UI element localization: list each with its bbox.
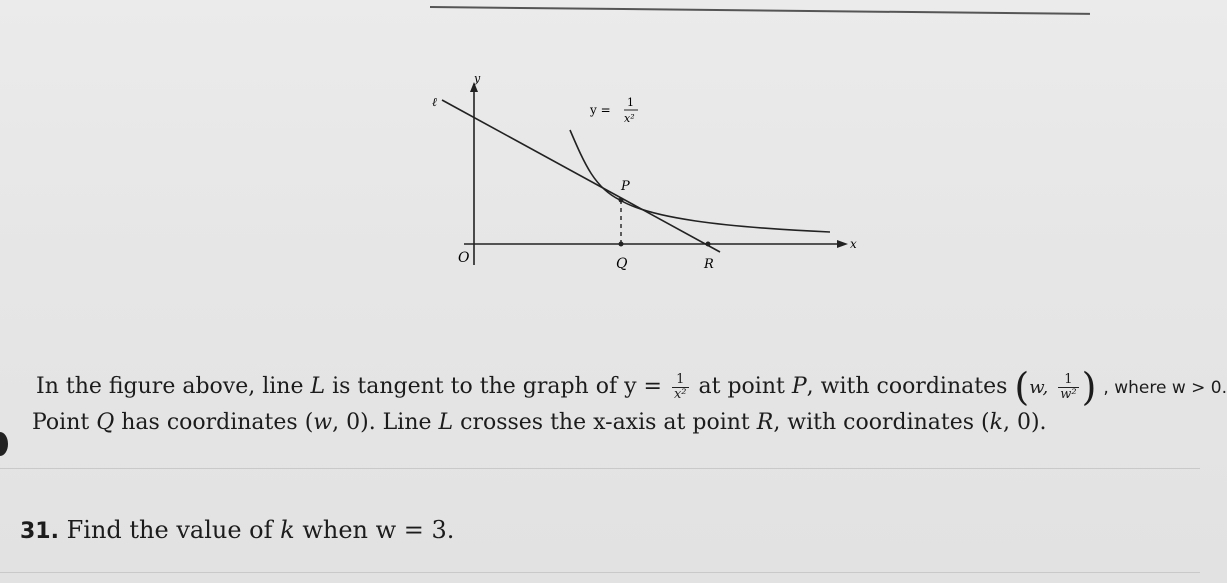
x-axis-label: x — [850, 237, 857, 251]
point-p-dot — [619, 198, 624, 203]
point-q-label: Q — [616, 256, 628, 272]
faint-rule — [0, 572, 1200, 573]
point-q-dot — [619, 242, 624, 247]
problem-line-2: Point Q has coordinates (w, 0). Line L crosses the x-axis at point R, with coordinates (k, 0). — [32, 410, 1047, 435]
x-axis-arrow — [837, 240, 848, 248]
tangent-figure — [420, 70, 860, 290]
point-r-label: R — [704, 257, 714, 272]
curve-eq-den: x² — [624, 112, 635, 125]
question-31: 31. Find the value of k when w = 3. — [20, 516, 455, 544]
paper-edge-line — [430, 6, 1090, 15]
point-p-label: P — [621, 179, 630, 194]
curve-eq-prefix: y = — [590, 103, 611, 117]
fraction-1-over-w2: $\frac{1}{\text{w²}}$ — [1060, 371, 1077, 402]
question-number: 31. — [20, 519, 59, 544]
faint-rule — [0, 468, 1200, 469]
fraction-1-over-x2: $\frac{1}{\text{x²}}$ — [673, 371, 687, 402]
point-r-dot — [706, 242, 711, 247]
y-axis-label: y — [474, 72, 481, 85]
problem-line-1: In the figure above, line L is tangent to the graph of y = $\frac{1}{\text{x²}}$ at point P, with coordinates (w, $\frac{1}{\text{w²}}$ ) , where w > 0. — [36, 365, 1227, 409]
tangent-line-l — [442, 100, 720, 252]
margin-mark — [0, 432, 8, 456]
curve-eq-num: 1 — [627, 96, 634, 109]
origin-label: O — [458, 250, 470, 266]
curve-y-1-over-x2 — [570, 130, 830, 232]
line-l-label: ℓ — [432, 95, 437, 109]
